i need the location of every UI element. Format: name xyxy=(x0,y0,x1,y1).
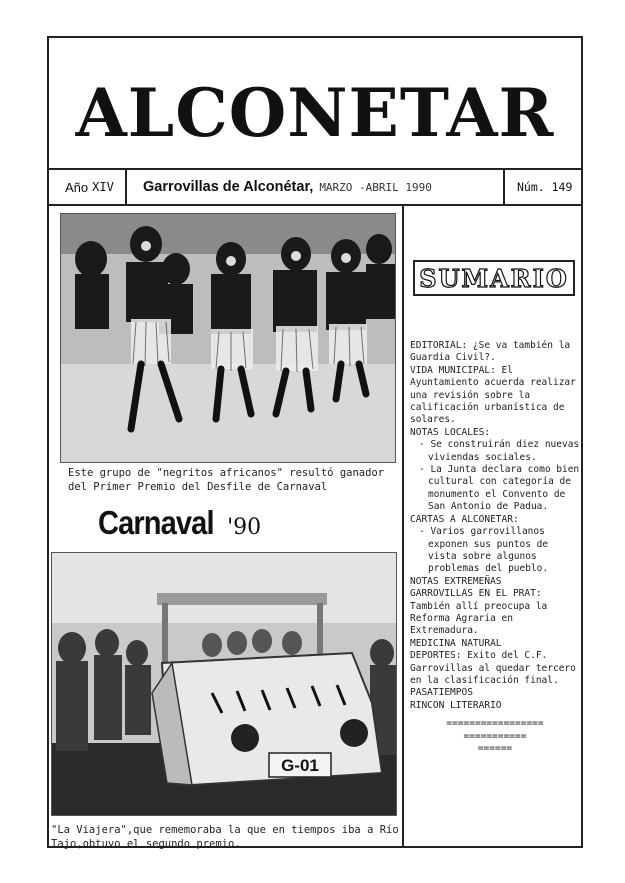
year-label: Año xyxy=(65,179,89,195)
toc-item: NOTAS EXTREMEÑAS xyxy=(410,575,502,587)
carnaval-year: '90 xyxy=(227,515,262,540)
place-name: Garrovillas de Alconétar, xyxy=(143,179,314,195)
toc-item: GARROVILLAS EN EL PRAT: También allí preocupa la Reforma Agraria en Extremadura. xyxy=(410,588,548,637)
masthead xyxy=(47,36,583,170)
float-caption: "La Viajera",que rememoraba la que en tiempos iba a Río Tajo,obtuvo el segundo premio. xyxy=(51,824,399,850)
column-divider xyxy=(402,206,404,848)
carnival-dancers-photo xyxy=(60,213,396,463)
toc-item: CARTAS A ALCONETAR: xyxy=(410,513,519,525)
toc-item: DEPORTES: Exito del C.F. Garrovillas al quedar tercero en la clasificación final. xyxy=(410,650,576,686)
carnaval-word: Carnaval xyxy=(98,504,214,541)
newspaper-title: ALCONETAR xyxy=(75,74,555,152)
dancers-illustration xyxy=(61,214,395,462)
float-illustration xyxy=(52,553,396,815)
toc-item: MEDICINA NATURAL xyxy=(410,637,502,649)
year-value: XIV xyxy=(92,180,114,194)
license-plate: G-01 xyxy=(281,756,319,775)
toc-item: NOTAS LOCALES: xyxy=(410,426,491,438)
decorative-rule: ================= xyxy=(446,718,544,730)
carnival-float-photo xyxy=(51,552,397,816)
issue-date: MARZO -ABRIL 1990 xyxy=(319,180,432,194)
toc-item: - Varios garrovillanos exponen sus puntos de vista sobre algunos problemas del pueblo. xyxy=(419,526,549,575)
toc-item: RINCON LITERARIO xyxy=(410,699,502,711)
decorative-rule: ====== xyxy=(477,743,513,754)
year-cell xyxy=(47,170,127,204)
toc-item: EDITORIAL: ¿Se va también la Guardia Civil?. xyxy=(410,340,571,364)
dancers-caption: Este grupo de "negritos africanos" resultó ganador del Primer Premio del Desfile de Carnaval xyxy=(68,467,385,493)
sumario-box xyxy=(413,260,575,296)
sumario-title: SUMARIO xyxy=(419,263,569,293)
place-date-cell xyxy=(127,170,505,204)
table-of-contents xyxy=(410,340,580,755)
issue-number: Núm. 149 xyxy=(517,180,573,194)
decorative-rule: =========== xyxy=(463,730,527,742)
toc-item: PASATIEMPOS xyxy=(410,687,473,699)
issue-info-bar xyxy=(47,170,583,206)
toc-item: - La Junta declara como bien cultural con categoría de monumento el Convento de San Antonio de Padua. xyxy=(419,464,580,513)
toc-item: - Se construirán diez nuevas viviendas sociales. xyxy=(419,439,580,463)
toc-item: VIDA MUNICIPAL: El Ayuntamiento acuerda realizar una revisión sobre la calificación urbanística de solares. xyxy=(410,364,576,426)
carnaval-headline xyxy=(98,504,261,542)
